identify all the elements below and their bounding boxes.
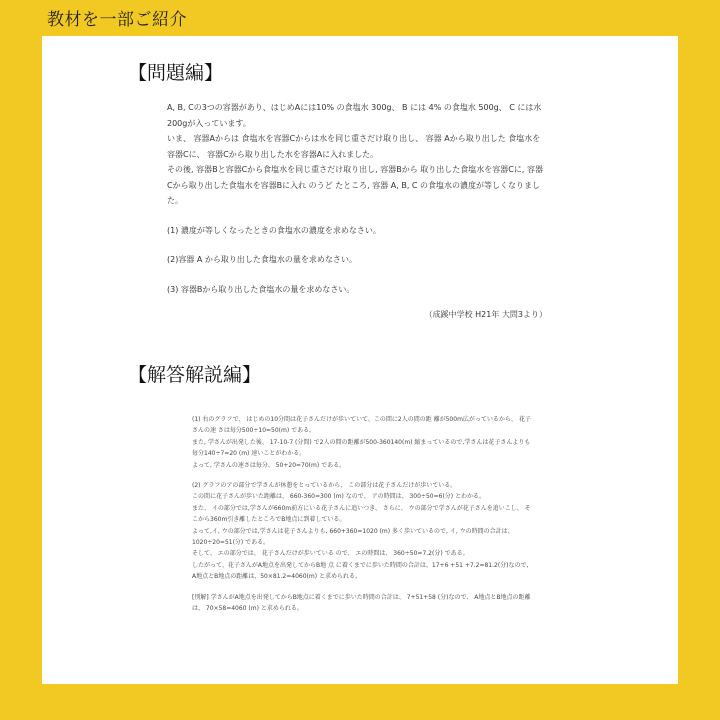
answer-text <box>192 414 534 615</box>
problem-paragraph: A, B, Cの3つの容器があり、はじめAには10% の食塩水 300g、 B には 4% の食塩水 500g、 C には水200gが入っています。 <box>167 103 542 128</box>
answer-line: また、 イの部分では,学さんが660m前方にいる花子さんに追いつき、 さらに、 ウの部分で学さんが花子さんを追いこし、 そこから360m引き離したところでB地点に到着している。 <box>192 504 531 524</box>
answer-line: (1) 右のグラフで、 はじめの10分間は花子さんだけが歩いていて、この間に2人の間の距 離が500m広がっているから、 花子さんの速 さは毎分500÷10=50(m) である。 <box>192 416 531 435</box>
answer-line: [別解] 学さんがA地点を出発してからB地点に着くまでに歩いた時間の合計は、 7+51+58 (分)なので、 A地点とB地点の距離は、 70×58=4060 (m) と求められる。 <box>192 593 531 613</box>
page-header-title: 教材を一部ご紹介 <box>47 10 187 30</box>
answer-line: また, 学さんが出発した後、 17-10-7 (分間) で2人の間の距離が500-360140(m) 縮まっているので,学さんは花子さんよりも毎分140÷7=20 (m) 速いことがわかる。 <box>192 438 531 458</box>
question-3: (3) 容器Bから取り出した食塩水の量を求めなさい。 <box>167 284 355 294</box>
problem-text <box>167 100 547 323</box>
problem-paragraph: その後, 容器Bと容器Cから食塩水を同じ重さだけ取り出し, 容器Bから 取り出した食塩水を容器Cに, 容器Cから取り出した食塩水を容器Bに入れ のうど たところ, 容器 A, B, C の食塩水の濃度が等しくなりました。 <box>167 165 543 205</box>
answer-line: よって, 学さんの速さは毎分、 50+20=70(m) である。 <box>192 461 346 469</box>
problem-heading: 【問題編】 <box>128 62 224 84</box>
answer-line: (2) グラフのアの部分で学さんが休憩をとっているから、 この部分は花子さんだけが歩いている。 <box>192 482 457 490</box>
question-1: (1) 濃度が等しくなったときの食塩水の濃度を求めなさい。 <box>167 225 381 235</box>
question-2: (2)容器 A から取り出した食塩水の量を求めなさい。 <box>167 255 357 264</box>
answer-heading: 【解答解説編】 <box>128 364 262 386</box>
problem-source: （成蹊中学校 H21年 大問3より） <box>424 310 547 319</box>
answer-line: そして、 エの部分では、 花子さんだけが歩いている ので、 エの時間は、 360÷50=7.2(分) である。 <box>192 550 469 558</box>
answer-line: この間に花子さんが歩いた距離は、 660-360=300 (m) なので、 アの時間は、 300÷50=6(分) とわかる。 <box>192 493 486 501</box>
problem-paragraph: いま、 容器Aからは 食塩水を容器Cからは水を同じ重さだけ取り出し、 容器 Aから取り出した 食塩水を容器Cに、 容器Cから取り出した水を容器Aに入れました。 <box>167 134 541 159</box>
answer-line: よって,イ, ウの部分では,学さんは花子さんよりも, 660+360=1020 (m) 多く歩いているので, イ, ウの時間の合計は、1020÷20=51(分) である。 <box>192 527 514 547</box>
answer-line: したがって、花子さんがA地点を出発してからB地 点 に着くまでに歩いた時間の合計は、17+6 +51 +7.2=81.2(分)なので, A地点とB地点の距離は、50×81.2=4060(m) と求められる。 <box>192 561 529 581</box>
